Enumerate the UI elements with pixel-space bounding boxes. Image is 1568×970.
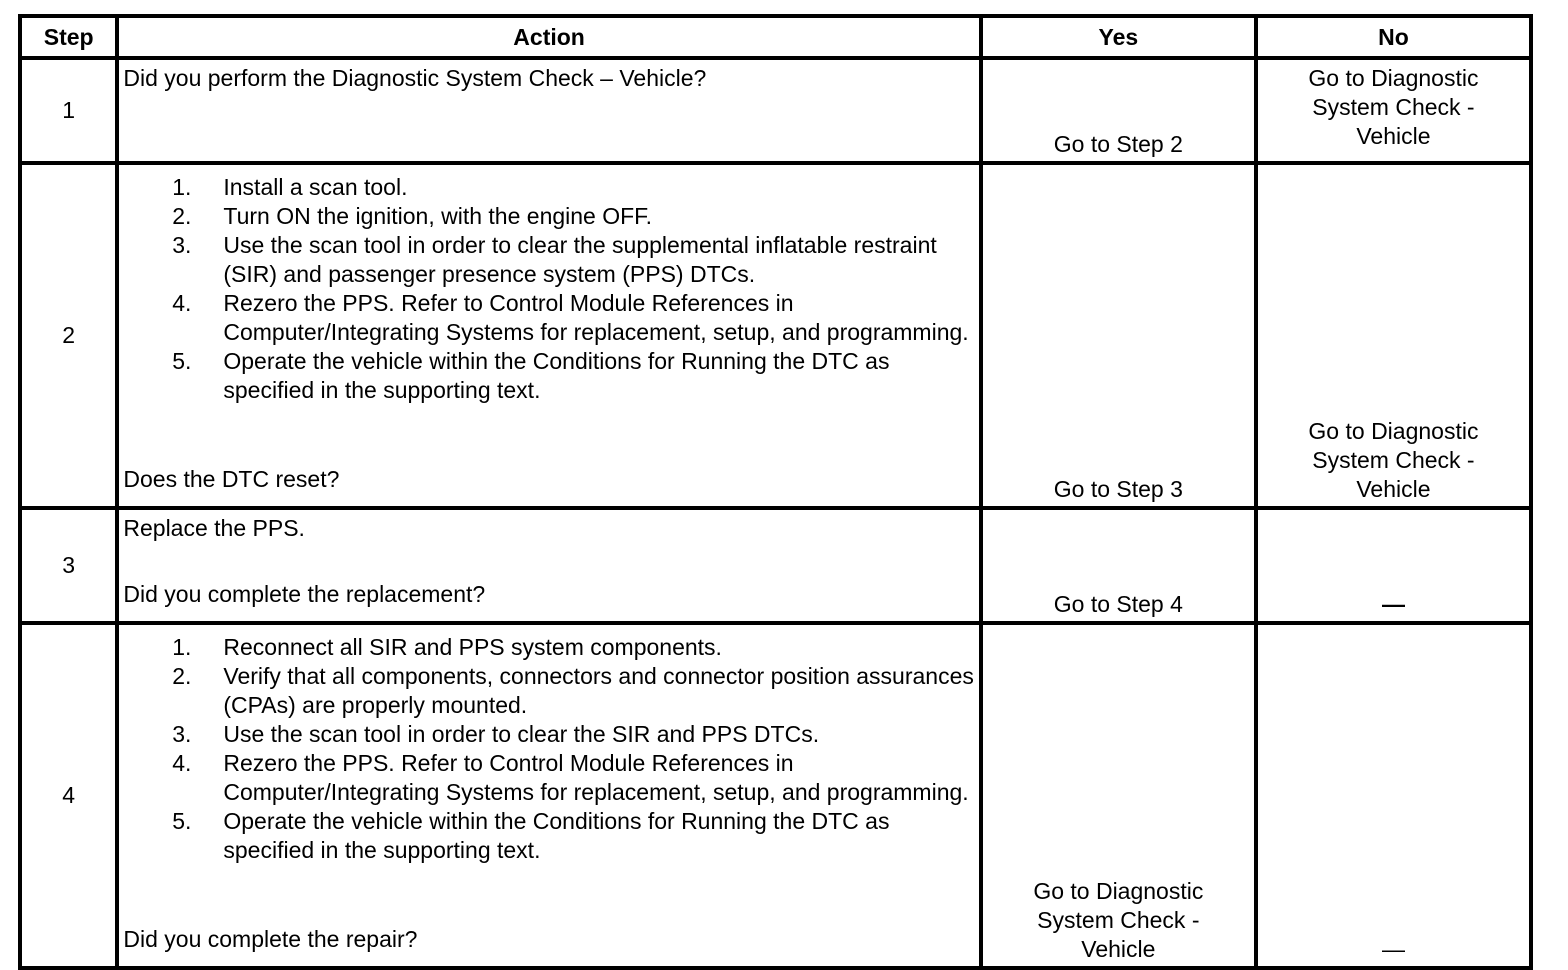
header-no: No xyxy=(1256,16,1531,58)
list-item: 5. Operate the vehicle within the Conditions for Running the DTC as specified in the supporting text. xyxy=(172,348,890,403)
no-result: Go to Diagnostic System Check - Vehicle xyxy=(1256,58,1531,163)
header-action: Action xyxy=(117,16,980,58)
step-number: 3 xyxy=(20,508,117,623)
action-text: Did you perform the Diagnostic System Check – Vehicle? xyxy=(123,65,707,91)
no-result: — xyxy=(1256,623,1531,968)
list-item: 1. Install a scan tool. xyxy=(172,174,408,200)
list-item: 5. Operate the vehicle within the Conditions for Running the DTC as specified in the supporting text. xyxy=(172,808,890,863)
list-item: 3. Use the scan tool in order to clear the supplemental inflatable restraint (SIR) and passenger presence system (PPS) DTCs. xyxy=(172,232,937,287)
table-row xyxy=(20,508,1531,623)
action-cell xyxy=(117,163,980,508)
action-question: Did you complete the replacement? xyxy=(123,581,486,607)
table-row xyxy=(20,163,1531,508)
action-cell xyxy=(117,623,980,968)
header-step: Step xyxy=(20,16,117,58)
table-row xyxy=(20,623,1531,968)
yes-result: Go to Step 4 xyxy=(981,508,1256,623)
action-question: Does the DTC reset? xyxy=(123,466,340,492)
step-number: 2 xyxy=(20,163,117,508)
list-item: 4. Rezero the PPS. Refer to Control Module References in Computer/Integrating Systems for replacement, setup, and programming. xyxy=(172,290,969,345)
list-item: 4. Rezero the PPS. Refer to Control Module References in Computer/Integrating Systems for replacement, setup, and programming. xyxy=(172,750,969,805)
no-result: Go to Diagnostic System Check - Vehicle xyxy=(1256,163,1531,508)
step-number: 4 xyxy=(20,623,117,968)
yes-result: Go to Step 2 xyxy=(981,58,1256,163)
action-cell xyxy=(117,58,980,163)
header-yes: Yes xyxy=(981,16,1256,58)
list-item: 2. Verify that all components, connectors and connector position assurances (CPAs) are properly mounted. xyxy=(172,663,974,718)
action-cell xyxy=(117,508,980,623)
substep-list xyxy=(123,629,974,865)
action-text: Replace the PPS. xyxy=(123,515,305,541)
action-question: Did you complete the repair? xyxy=(123,926,418,952)
substep-list xyxy=(123,169,974,405)
list-item: 3. Use the scan tool in order to clear the SIR and PPS DTCs. xyxy=(172,721,820,747)
no-result: — xyxy=(1256,508,1531,623)
diagnostic-table xyxy=(18,14,1533,970)
table-row xyxy=(20,58,1531,163)
header-row xyxy=(20,16,1531,58)
step-number: 1 xyxy=(20,58,117,163)
list-item: 1. Reconnect all SIR and PPS system components. xyxy=(172,634,722,660)
list-item: 2. Turn ON the ignition, with the engine OFF. xyxy=(172,203,653,229)
yes-result: Go to Diagnostic System Check - Vehicle xyxy=(981,623,1256,968)
yes-result: Go to Step 3 xyxy=(981,163,1256,508)
